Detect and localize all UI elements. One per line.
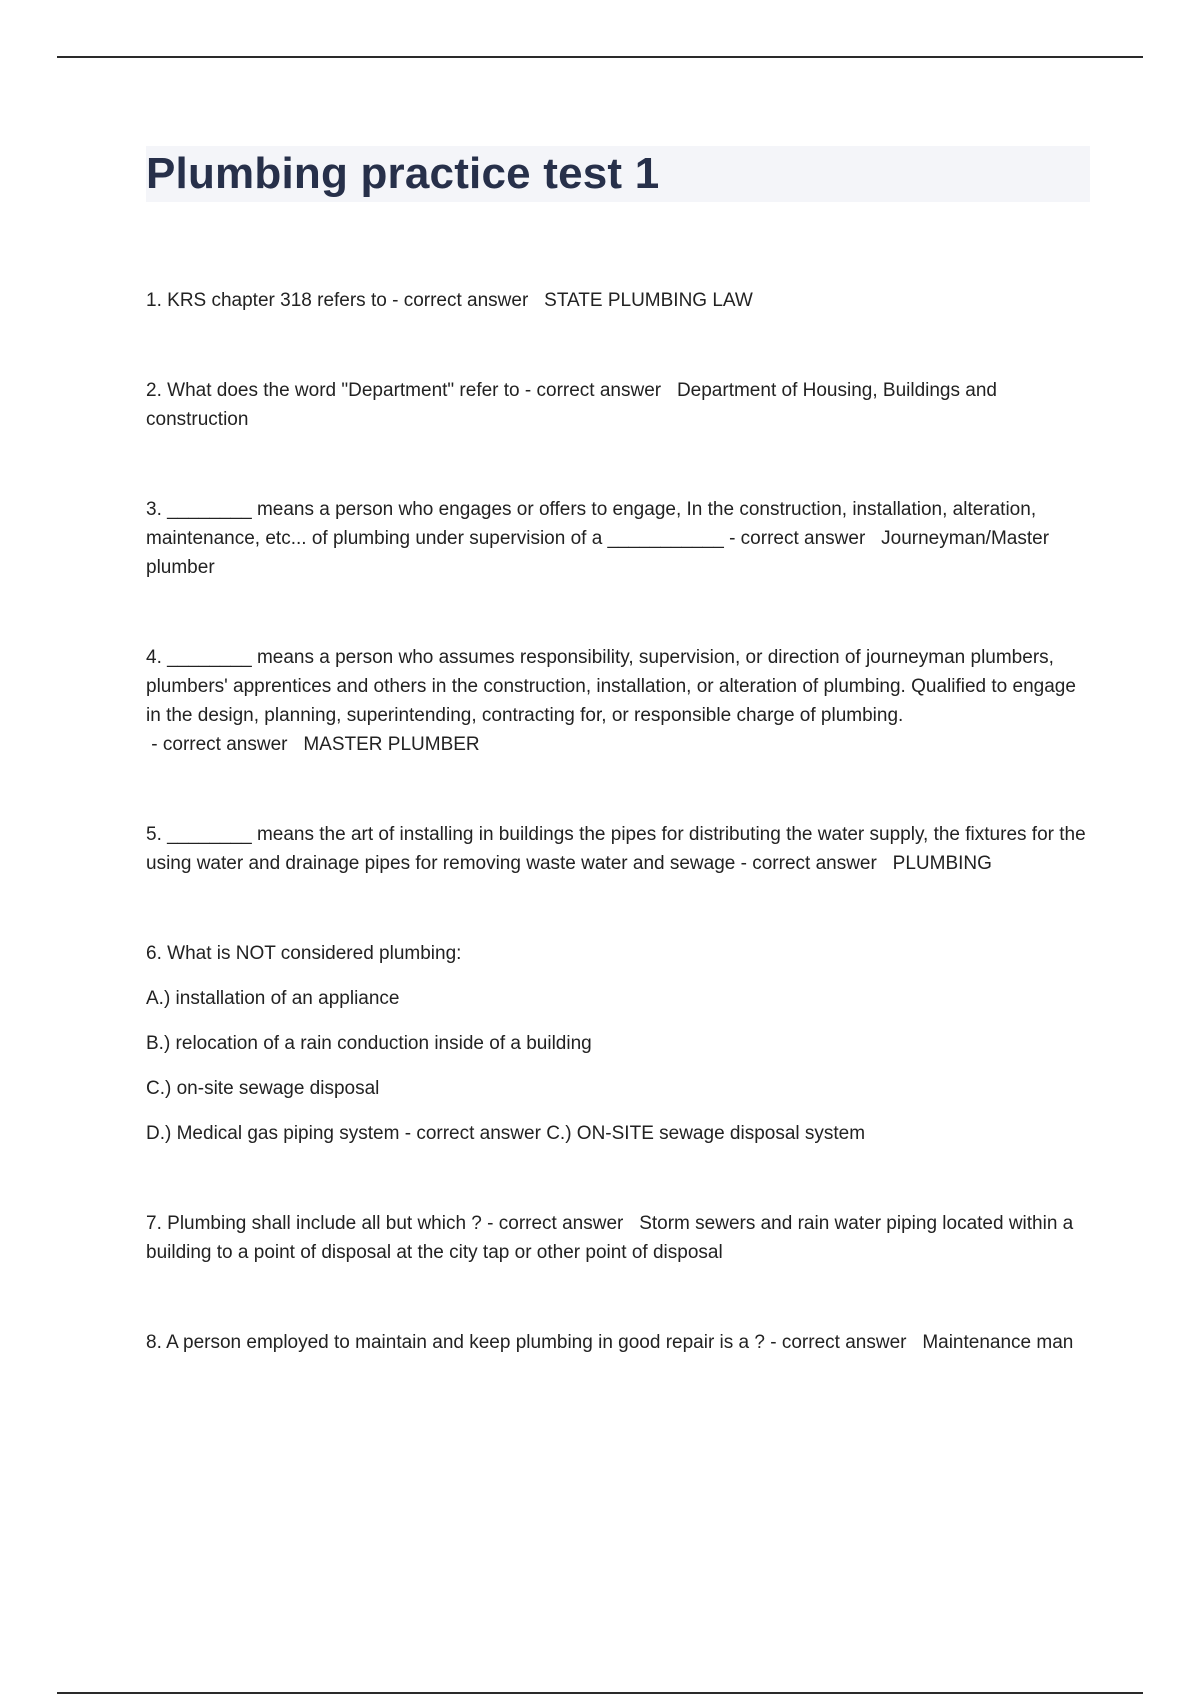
question-number: 1.: [146, 290, 162, 311]
question-text: KRS chapter 318 refers to: [167, 290, 387, 311]
answer-text: MASTER PLUMBER: [303, 734, 480, 755]
bottom-rule: [57, 1692, 1143, 1694]
question-4: [146, 643, 1090, 759]
question-3: [146, 495, 1090, 582]
question-2: [146, 376, 1090, 434]
question-number: 8.: [146, 1332, 162, 1353]
answer-separator: - correct answer: [386, 290, 545, 311]
answer-text: Department of Housing, Buildings and construction: [146, 380, 997, 430]
answer-separator: - correct answer: [735, 853, 893, 874]
question-text: A person employed to maintain and keep plumbing in good repair is a ?: [166, 1332, 765, 1353]
option-a: A.) installation of an appliance: [146, 988, 400, 1009]
option-d-text: D.) Medical gas piping system: [146, 1123, 400, 1144]
page-title: Plumbing practice test 1: [146, 149, 660, 198]
top-rule: [57, 56, 1143, 58]
answer-separator: - correct answer: [723, 528, 882, 549]
option-b: B.) relocation of a rain conduction inside of a building: [146, 1033, 592, 1054]
question-8: [146, 1328, 1090, 1357]
answer-text: Journeyman/Master plumber: [146, 528, 1050, 578]
question-number: 4.: [146, 647, 162, 668]
answer-text: C.) ON-SITE sewage disposal system: [546, 1123, 866, 1144]
question-text: ________ means a person who engages or offers to engage, In the construction, installation, alteration, maintenance, etc... of plumbing under supervision of a ___________: [146, 499, 1037, 549]
answer-separator: - correct answer: [764, 1332, 923, 1353]
option-c: C.) on-site sewage disposal: [146, 1078, 380, 1099]
answer-separator: - correct answer: [481, 1213, 640, 1234]
question-list: [146, 286, 1090, 1357]
question-number: 2.: [146, 380, 162, 401]
question-number: 5.: [146, 824, 162, 845]
answer-separator: - correct answer: [519, 380, 677, 401]
answer-text: Storm sewers and rain water piping located within a building to a point of disposal at the city tap or other point of disposal: [146, 1213, 1074, 1263]
question-6-stem: [146, 939, 1090, 968]
answer-text: Maintenance man: [922, 1332, 1074, 1353]
question-text: What is NOT considered plumbing:: [167, 943, 462, 964]
question-number: 7.: [146, 1213, 162, 1234]
question-text: ________ means the art of installing in buildings the pipes for distributing the water supply, the fixtures for the using water and drainage pipes for removing waste water and sewage: [146, 824, 1086, 874]
question-number: 6.: [146, 943, 162, 964]
answer-text: STATE PLUMBING LAW: [544, 290, 753, 311]
question-text: What does the word "Department" refer to: [167, 380, 520, 401]
answer-separator: - correct answer: [146, 734, 304, 755]
question-6: [146, 939, 1090, 1148]
option-d: [146, 1119, 1090, 1148]
question-number: 3.: [146, 499, 162, 520]
answer-separator: - correct answer: [399, 1123, 547, 1144]
question-text: Plumbing shall include all but which ?: [167, 1213, 482, 1234]
answer-text: PLUMBING: [892, 853, 992, 874]
question-1: [146, 286, 1090, 315]
question-text: ________ means a person who assumes responsibility, supervision, or direction of journeyman plumbers, plumbers' apprentices and others in the construction, installation, or alteration of plumbing. Qualified to engage in the design, planning, superintending, contracting for, or responsible charge of plumbing.: [146, 647, 1076, 726]
question-7: [146, 1209, 1090, 1267]
question-5: [146, 820, 1090, 878]
